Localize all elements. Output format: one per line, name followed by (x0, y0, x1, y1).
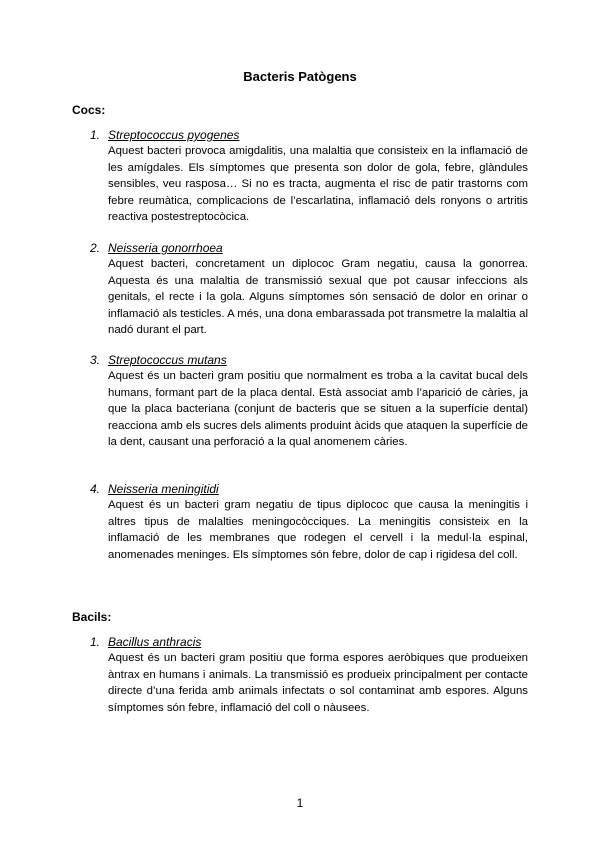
item-number: 1. (90, 128, 101, 142)
item-number: 2. (90, 241, 101, 255)
section-heading-cocs: Cocs: (72, 103, 106, 117)
bacterium-name: Neisseria meningitidi (108, 482, 219, 496)
bacterium-description: Aquest és un bacteri gram negatiu de tipus diplococ que causa la meningitis i altres tipus de malalties meningocòcciques. La meningitis consisteix en la inflamació de les membranes que rodegen el cervell i la medul·la espinal, anomenades meninges. Els símptomes són febre, dolor de cap i rigidesa del coll. (108, 499, 528, 561)
bacterium-name: Streptococcus mutans (108, 353, 227, 367)
list-item (90, 353, 528, 451)
item-number: 4. (90, 482, 101, 496)
bacterium-name: Bacillus anthracis (108, 635, 202, 649)
list-item (90, 128, 528, 226)
bacterium-description: Aquest bacteri provoca amigdalitis, una malaltia que consisteix en la inflamació de les amígdales. Els símptomes que presenta son dolor de gola, febre, glàndules sensibles, veu rasposa… Si no es tracta, augmenta el risc de patir trastorns com febre reumàtica, complicacions de l’escarlatina, inflamació dels ronyons o artritis reactiva postestreptocòcica. (108, 145, 528, 223)
list-item (90, 241, 528, 339)
bacterium-name: Streptococcus pyogenes (108, 128, 240, 142)
page-number: 1 (296, 796, 304, 810)
item-number: 1. (90, 635, 101, 649)
document-title: Bacteris Patògens (243, 69, 357, 84)
list-item (90, 635, 528, 716)
bacterium-description: Aquest bacteri, concretament un diplococ Gram negatiu, causa la gonorrea. Aquesta és una malaltia de transmissió sexual que pot causar infeccions als genitals, el recte i la gola. Alguns símptomes són sensació de dolor en orinar o inflamació als testicles. A més, una dona embarassada pot transmetre la malaltia al nadó durant el part. (108, 258, 528, 336)
section-heading-bacils: Bacils: (72, 610, 112, 624)
list-item (90, 482, 528, 563)
bacterium-description: Aquest és un bacteri gram positiu que normalment es troba a la cavitat bucal dels humans, formant part de la placa dental. Està associat amb l’aparició de càries, ja que la placa bacteriana (conjunt de bacteris que se situen a la superfície dental) reacciona amb els sucres dels aliments produint àcids que ataquen la superfície de la dent, causant una perforació a la qual anomenem càries. (108, 370, 528, 448)
item-number: 3. (90, 353, 101, 367)
bacterium-description: Aquest és un bacteri gram positiu que forma espores aeròbiques que produeixen àntrax en humans i animals. La transmissió es produeix principalment per contacte directe d’una ferida amb animals infectats o sol contaminat amb espores. Alguns símptomes són febre, inflamació del coll o nàusees. (108, 652, 528, 714)
bacterium-name: Neisseria gonorrhoea (108, 241, 223, 255)
